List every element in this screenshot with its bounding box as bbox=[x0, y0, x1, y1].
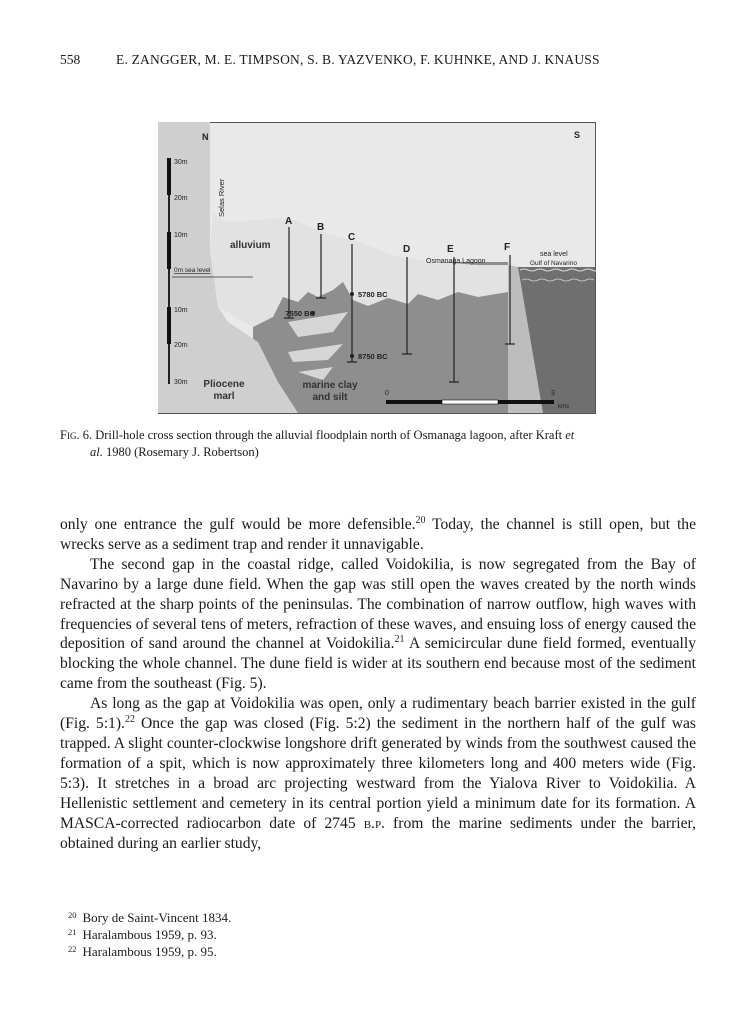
scale-tick-label: 30m bbox=[174, 379, 188, 386]
scale-tick-label: 0m sea level bbox=[174, 267, 211, 274]
distance-start: 0 bbox=[385, 390, 389, 397]
footnote: $^{22}$ Haralambous 1959, p. 95. bbox=[68, 944, 217, 959]
date-label: 8750 BC bbox=[358, 352, 388, 361]
scale-tick-label: 20m bbox=[174, 195, 188, 202]
paragraph: As long as the gap at Voidokilia was open, only a rudimentary beach barrier existed in the gulf (Fig. 5:1).$^{22}$ Once the gap was closed (Fig. 5:2) the sediment in the northern half of the gulf was trapped. A slight counter-clockwise longshore drift generated by winds from the southwest caused the formation of a spit, which is now approximately three kilometers long and 400 meters wide (Fig. 5:3). It stretches in a broad arc projecting westward from the Yialova River to Voidokilia. A Hellenistic settlement and cemetery in its central portion yield a minimum date for its formation. A MASCA-corrected radiocarbon date of 2745 b.p. from the marine sediments under the barrier, obtained during an earlier study, bbox=[60, 695, 697, 852]
date-label: 5780 BC bbox=[358, 290, 388, 299]
footnote-ref[interactable]: 22 bbox=[124, 714, 135, 726]
distance-unit: kms bbox=[558, 404, 569, 410]
pliocene-label: marl bbox=[213, 391, 235, 402]
figure-6 bbox=[158, 122, 596, 414]
marine-label: and silt bbox=[312, 392, 348, 403]
pliocene-label: Pliocene bbox=[203, 379, 245, 390]
sea-level-label: sea level bbox=[540, 251, 568, 258]
drill-label-c: C bbox=[348, 232, 356, 243]
figure-caption bbox=[60, 427, 700, 461]
lagoon-label: Osmanaga Lagoon bbox=[426, 258, 486, 265]
drill-label-a: A bbox=[285, 216, 293, 227]
caption-et: et bbox=[565, 428, 575, 442]
caption-text: Drill-hole cross section through the alluvial floodplain north of Osmanaga lagoon, after Kraft bbox=[92, 428, 566, 442]
distance-end: 3 bbox=[551, 390, 555, 397]
drill-label-e: E bbox=[447, 244, 454, 255]
caption-text-line2: 1980 (Rosemary J. Robertson) bbox=[102, 445, 259, 459]
alluvium-label: alluvium bbox=[230, 240, 271, 251]
figure-label: Fig. 6. bbox=[60, 428, 93, 442]
footnotes bbox=[68, 909, 668, 960]
south-label: S bbox=[574, 130, 581, 140]
footnote: $^{21}$ Haralambous 1959, p. 93. bbox=[68, 927, 217, 942]
date-marker bbox=[350, 292, 354, 296]
north-label: N bbox=[202, 132, 209, 142]
scale-tick-label: 10m bbox=[174, 232, 188, 239]
drill-label-f: F bbox=[504, 242, 511, 253]
running-header-authors: E. ZANGGER, M. E. TIMPSON, S. B. YAZVENKO, F. KUHNKE, AND J. KNAUSS bbox=[116, 52, 600, 67]
footnote: $^{20}$ Bory de Saint-Vincent 1834. bbox=[68, 910, 232, 925]
caption-al: al. bbox=[90, 445, 103, 459]
paragraph: The second gap in the coastal ridge, called Voidokilia, is now segregated from the Bay of Navarino by a large dune field. When the gap was still open the waves created by the north winds refracted at the sharp points of the peninsulas. The combination of narrow outflow, high waves with frequencies of several tens of meters, refraction of these waves, and ensuing loss of energy caused the deposition of sand around the channel at Voidokilia.$^{21}$ A semicircular dune field formed, eventually blocking the whole channel. The dune field is wider at its southern end because most of the sediment came from the southeast (Fig. 5). bbox=[60, 555, 696, 693]
paragraph: only one entrance the gulf would be more defensible.$^{20}$ Today, the channel is still open, but the wrecks serve as a sediment trap and render it unnavigable. bbox=[60, 515, 696, 553]
footnote-ref[interactable]: 21 bbox=[394, 634, 405, 646]
river-label: Selas River bbox=[217, 178, 226, 217]
scale-tick-label: 10m bbox=[174, 307, 188, 314]
gulf-label: Gulf of Navarino bbox=[530, 260, 577, 267]
body-text bbox=[60, 515, 696, 853]
scale-tick-label: 20m bbox=[174, 342, 188, 349]
footnote-ref[interactable]: 20 bbox=[415, 515, 426, 526]
marine-label: marine clay bbox=[302, 380, 358, 391]
scale-tick-label: 30m bbox=[174, 159, 188, 166]
drill-label-b: B bbox=[317, 222, 325, 233]
page-number: 558 bbox=[60, 52, 81, 67]
drill-label-d: D bbox=[403, 244, 411, 255]
date-marker bbox=[350, 354, 354, 358]
date-label: 7550 BC bbox=[285, 309, 315, 318]
cross-section-diagram bbox=[158, 122, 596, 414]
